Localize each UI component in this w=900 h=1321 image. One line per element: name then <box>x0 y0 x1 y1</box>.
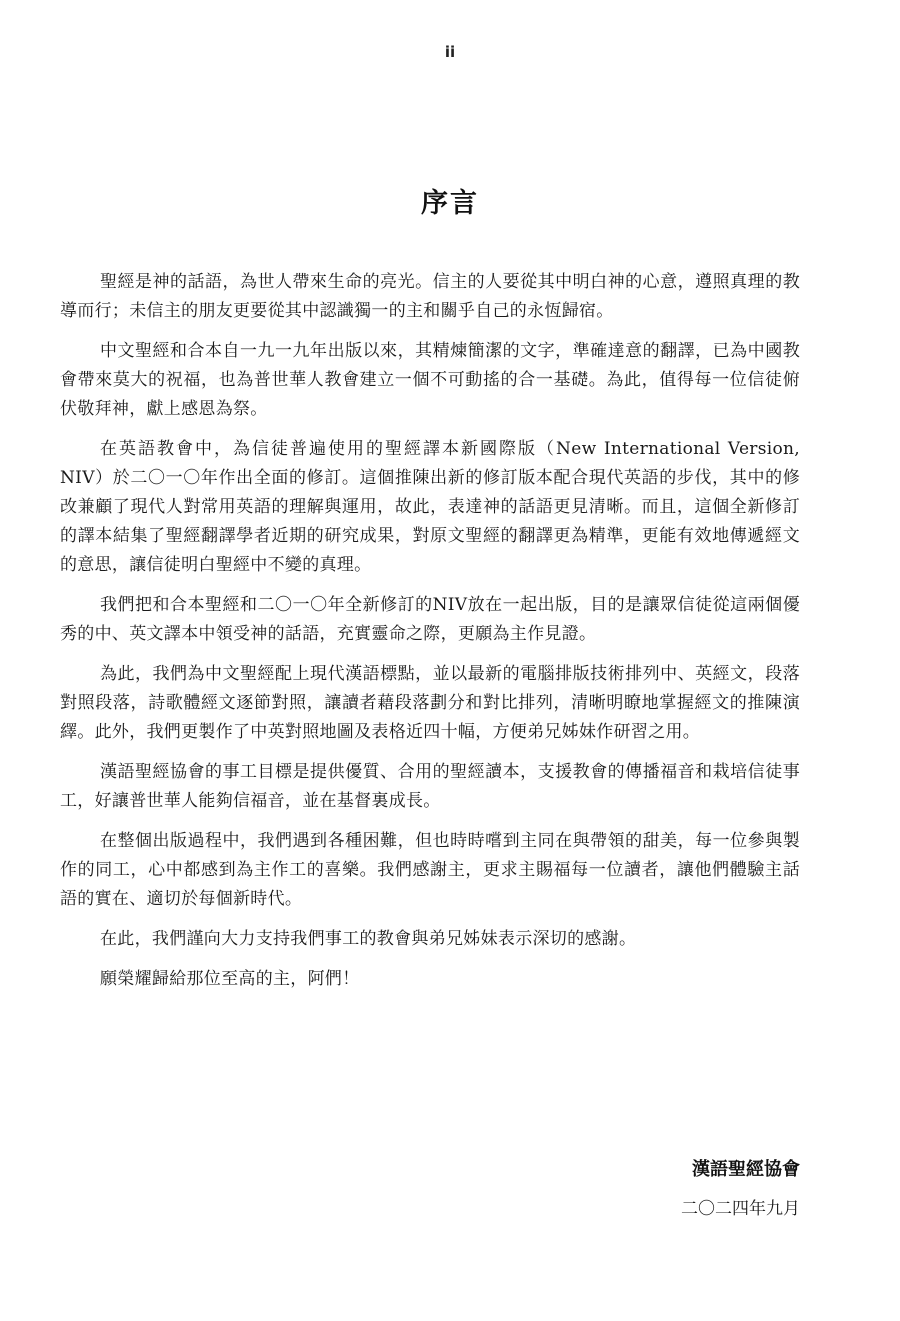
signature-date: 二〇二四年九月 <box>681 1199 800 1219</box>
signature-block <box>681 1156 800 1222</box>
paragraph-8: 在此，我們謹向大力支持我們事工的教會與弟兄姊妹表示深切的感謝。 <box>100 929 637 949</box>
paragraph-1: 聖經是神的話語，為世人帶來生命的亮光。信主的人要從其中明白神的心意，遵照真理的教導而行；未信主的朋友更要從其中認識獨一的主和關乎自己的永恆歸宿。 <box>60 272 800 321</box>
paragraph-3: 在英語教會中，為信徒普遍使用的聖經譯本新國際版（New International Version, NIV）於二〇一〇年作出全面的修訂。這個推陳出新的修訂版本配合現代英語的步伐，其中的修改兼顧了現代人對常用英語的理解與運用，故此，表達神的話語更見清晰。而且，這個全新修訂的譯本結集了聖經翻譯學者近期的研究成果，對原文聖經的翻譯更為精準，更能有效地傳遞經文的意思，讓信徒明白聖經中不變的真理。 <box>60 439 800 575</box>
signature-organization: 漢語聖經協會 <box>692 1159 800 1180</box>
paragraph-9: 願榮耀歸給那位至高的主，阿們！ <box>100 969 360 989</box>
preface-body <box>60 268 800 1005</box>
paragraph-5: 為此，我們為中文聖經配上現代漢語標點，並以最新的電腦排版技術排列中、英經文，段落對照段落，詩歌體經文逐節對照，讓讀者藉段落劃分和對比排列，清晰明瞭地掌握經文的推陳演繹。此外，我們更製作了中英對照地圖及表格近四十幅，方便弟兄姊妹作研習之用。 <box>60 664 800 742</box>
paragraph-4: 我們把和合本聖經和二〇一〇年全新修訂的NIV放在一起出版，目的是讓眾信徒從這兩個優秀的中、英文譯本中領受神的話語，充實靈命之際，更願為主作見證。 <box>60 595 800 644</box>
page-title: 序言 <box>421 188 479 219</box>
page-number: ii <box>444 43 456 61</box>
paragraph-6: 漢語聖經協會的事工目標是提供優質、合用的聖經讀本，支援教會的傳播福音和栽培信徒事工，好讓普世華人能夠信福音，並在基督裏成長。 <box>60 762 800 811</box>
paragraph-2: 中文聖經和合本自一九一九年出版以來，其精煉簡潔的文字，準確達意的翻譯，已為中國教會帶來莫大的祝福，也為普世華人教會建立一個不可動搖的合一基礎。為此，值得每一位信徒俯伏敬拜神，獻上感恩為祭。 <box>60 341 800 419</box>
paragraph-7: 在整個出版過程中，我們遇到各種困難，但也時時嚐到主同在與帶領的甜美，每一位參與製作的同工，心中都感到為主作工的喜樂。我們感謝主，更求主賜福每一位讀者，讓他們體驗主話語的實在、適切於每個新時代。 <box>60 831 800 909</box>
